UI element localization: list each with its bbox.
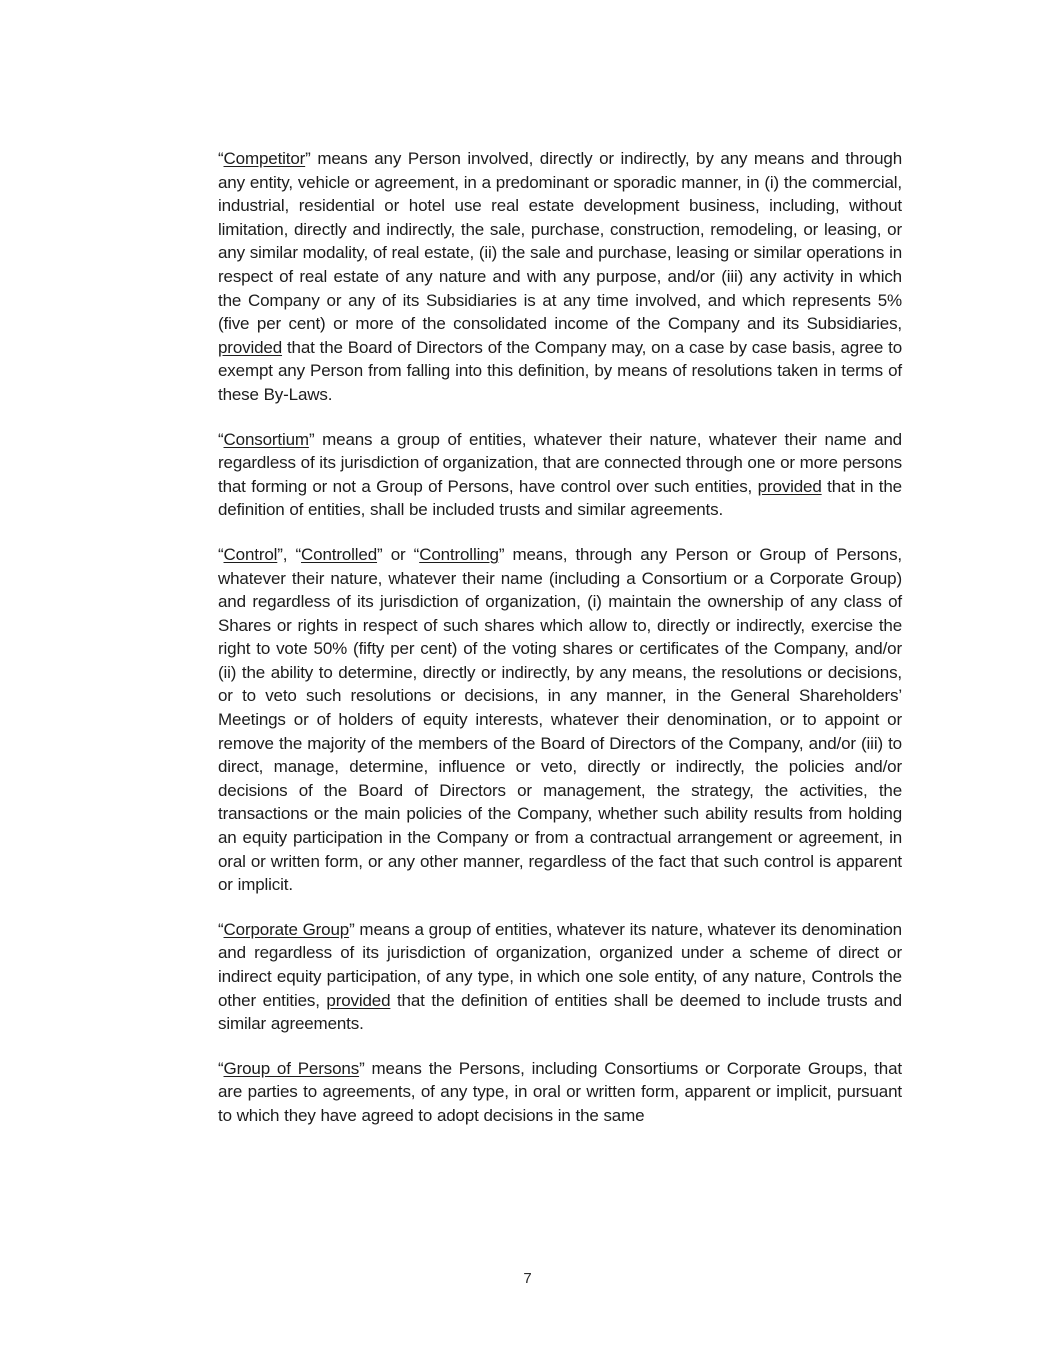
text-run: “ xyxy=(218,149,224,168)
document-body xyxy=(218,147,902,1149)
page-number: 7 xyxy=(523,1270,532,1287)
paragraph-corporate-group-definition xyxy=(218,918,902,1036)
text-run: “ xyxy=(218,1058,224,1078)
text-run: that the definition of entities shall be deemed to include trusts and similar agreements. xyxy=(218,990,902,1034)
text-run: that the Board of Directors of the Company may, on a case by case basis, agree to exempt any Person from falling into this definition, by means of resolutions taken in terms of these By-Laws. xyxy=(218,337,902,404)
paragraph-group-of-persons-definition xyxy=(218,1057,902,1128)
paragraph-consortium-definition xyxy=(218,428,902,522)
defined-term: Control xyxy=(223,544,278,564)
text-run: ” or “ xyxy=(377,544,420,564)
text-run: ” means a group of entities, whatever their nature, whatever their name and regardless of its jurisdiction of organization, that are connected through one or more persons that forming or not a Group of Persons, have control over such entities, xyxy=(218,429,903,496)
defined-term: provided xyxy=(218,337,283,357)
defined-term: Corporate Group xyxy=(223,919,350,939)
text-run: ” means, through any Person or Group of Persons, whatever their nature, whatever their name (including a Consortium or a Corporate Group) and regardless of its jurisdiction of organization, (i) maintain the ownership of any class of Shares or rights in respect of such shares which allow to, directly or indirectly, exercise the right to vote 50% (fifty per cent) of the voting shares or certificates of the Company, and/or (ii) the ability to determine, directly or indirectly, by any means, the resolutions or decisions, or to veto such resolutions or decisions, in any manner, in the General Shareholders’ Meetings or of holders of equity interests, whatever their denomination, or to appoint or remove the majority of the members of the Board of Directors of the Company, and/or (iii) to direct, manage, determine, influence or veto, directly or indirectly, the policies and/or decisions of the Board of Directors or management, the strategy, the activities, the transactions or the main policies of the Company, whether such ability results from holding an equity participation in the Company or from a contractual arrangement or agreement, in oral or written form, or any other manner, regardless of the fact that such control is apparent or implicit. xyxy=(218,544,902,895)
defined-term: Group of Persons xyxy=(223,1058,360,1078)
defined-term: Consortium xyxy=(223,429,309,449)
defined-term: Controlling xyxy=(419,544,499,564)
text-run: “ xyxy=(218,429,224,449)
paragraph-control-definition xyxy=(218,543,902,897)
defined-term: Competitor xyxy=(223,149,306,168)
defined-term: Controlled xyxy=(301,544,378,564)
paragraph-competitor-definition xyxy=(218,147,902,407)
defined-term: provided xyxy=(326,990,391,1010)
text-run: “ xyxy=(218,919,224,939)
defined-term: provided xyxy=(757,476,822,496)
text-run: that in the definition of entities, shall be included trusts and similar agreements. xyxy=(218,476,902,520)
text-run: “ xyxy=(218,544,224,564)
text-run: ” means a group of entities, whatever its nature, whatever its denomination and regardless of its jurisdiction of organization, organized under a scheme of direct or indirect equity participation, of any type, in which one sole entity, of any nature, Controls the other entities, xyxy=(218,919,902,1010)
text-run: ”, “ xyxy=(277,544,302,564)
text-run: ” means any Person involved, directly or indirectly, by any means and through any entity, vehicle or agreement, in a predominant or sporadic manner, in (i) the commercial, industrial, residential or hotel use real estate development business, including, without limitation, directly and indirectly, the sale, purchase, construction, remodeling, or leasing, or any similar modality, of real estate, (ii) the sale and purchase, leasing or similar operations in respect of real estate of any nature and with any purpose, and/or (iii) any activity in which the Company or any of its Subsidiaries is at any time involved, and which represents 5% (five per cent) or more of the consolidated income of the Company and its Subsidiaries, xyxy=(218,149,902,334)
text-run: ” means the Persons, including Consortiums or Corporate Groups, that are parties to agreements, of any type, in oral or written form, apparent or implicit, pursuant to which they have agreed to adopt decisions in the same xyxy=(218,1058,902,1125)
